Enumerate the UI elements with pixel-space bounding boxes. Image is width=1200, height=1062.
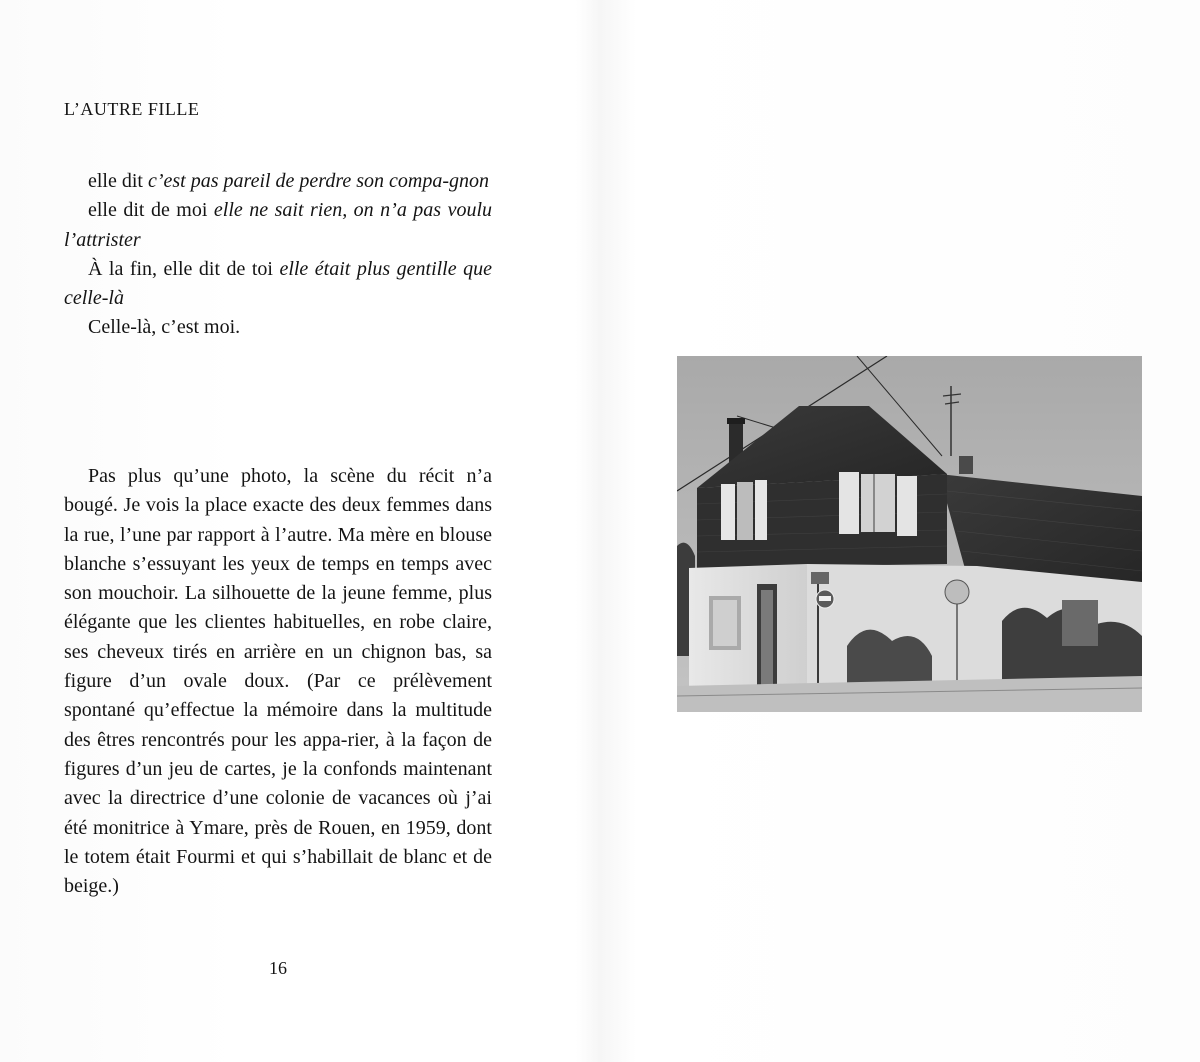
house-photograph [677, 356, 1142, 712]
dialogue-lead: À la fin, elle dit de toi [88, 257, 280, 280]
dialogue-line [64, 196, 492, 255]
narrative-block [64, 462, 492, 901]
dialogue-block [64, 167, 492, 343]
dialogue-lead: Celle-là, c’est moi. [88, 316, 241, 339]
dialogue-quote: c’est pas pareil de perdre son compa-gnon [147, 170, 490, 192]
page-number: 16 [269, 958, 287, 978]
dialogue-line [64, 167, 492, 196]
dialogue-line [64, 255, 492, 314]
narrative-paragraph: Pas plus qu’une photo, la scène du récit n’a bougé. Je vois la place exacte des deux femmes dans la rue, l’une par rapport à l’autre. Ma mère en blouse blanche s’essuyant les yeux de temps en temps avec son mouchoir. La silhouette de la jeune femme, plus élégante que les clientes habituelles, en robe claire, ses cheveux tirés en arrière en un chignon bas, sa figure d’un ovale doux. (Par ce prélèvement spontané qu’effectue la mémoire dans la multitude des êtres rencontrés pour les appa-rier, à la façon de figures d’un jeu de cartes, je la confonds maintenant avec la directrice d’une colonie de vacances où j’ai été monitrice à Ymare, près de Rouen, en 1959, dont le totem était Fourmi et qui s’habillait de blanc et de beige.) [64, 465, 492, 898]
dialogue-quote: elle était plus gentille que celle-là [64, 257, 492, 310]
dialogue-quote: elle ne sait rien, on n’a pas voulu l’attrister [64, 199, 493, 251]
dialogue-lead: elle dit de moi [88, 199, 214, 222]
dialogue-lead: elle dit [88, 170, 148, 192]
dialogue-line [64, 313, 492, 342]
running-title: L’AUTRE FILLE [64, 99, 200, 119]
